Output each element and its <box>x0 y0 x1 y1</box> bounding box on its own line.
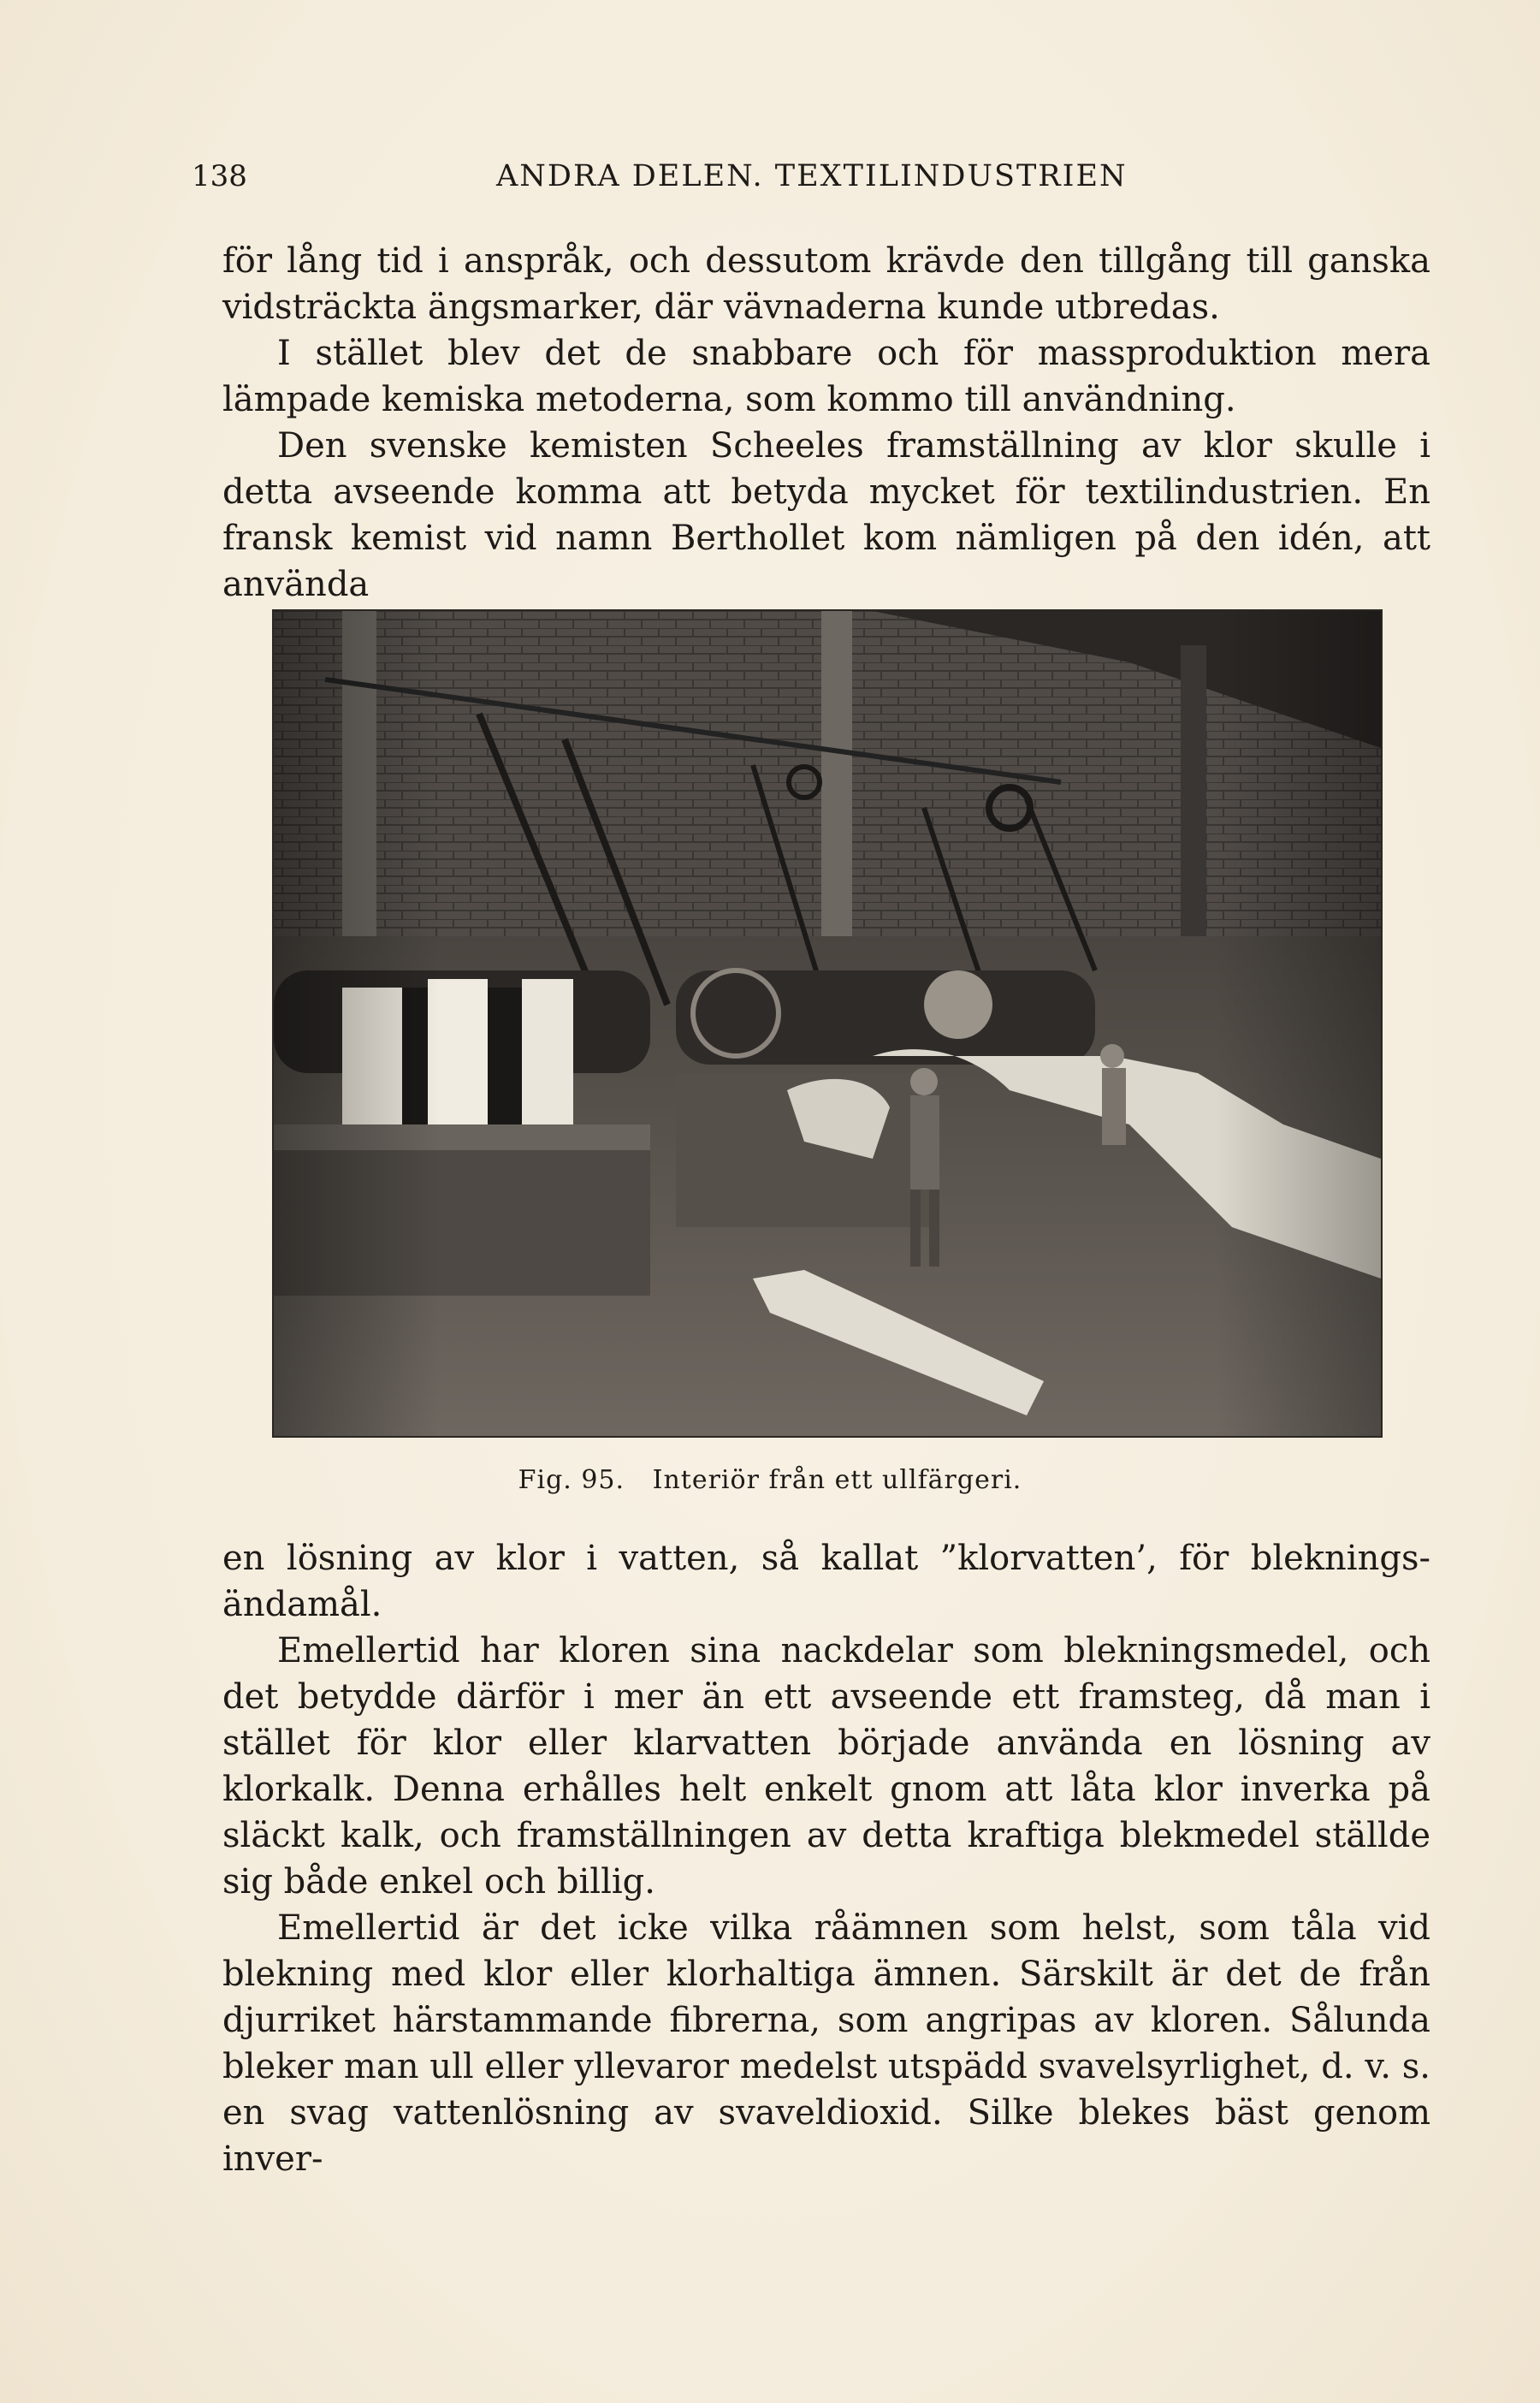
page-header <box>192 159 1424 202</box>
body-text-top <box>222 238 1430 608</box>
page-number: 138 <box>192 159 247 193</box>
paragraph: Emellertid är det icke vilka råämnen som helst, som tåla vid blekning med klor eller klorhaltiga ämnen. Särskilt är det de från djurriket härstammande fibrerna, som angripas av kloren. Sålunda bleker man ull eller yllevaror medelst utspädd svavelsyrlighet, d. v. s. en svag vattenlösning av svaveldioxid. Silke blekes bäst genom inver- <box>222 1908 1430 2179</box>
body-text-bottom <box>222 1535 1430 2182</box>
paragraph: Den svenske kemisten Scheeles framställning av klor skulle i detta avseende komma att betyda mycket för textilindustrien. En fransk kemist vid namn Berthollet kom nämligen på den idén, att använda <box>222 426 1430 604</box>
figure-caption <box>0 1465 1540 1495</box>
paragraph: Emellertid har kloren sina nackdelar som blekningsmedel, och det betydde därför i mer än ett avseende ett framsteg, då man i stället för klor eller klarvatten började använda en lösning av klorkalk. Denna erhålles helt enkelt gnom att låta klor inverka på släckt kalk, och framställningen av detta kraftiga blekmedel ställde sig både enkel och billig. <box>222 1631 1430 1902</box>
dyehouse-photo-illustration <box>274 611 1381 1436</box>
paragraph: en lösning av klor i vatten, så kallat ”klorvatten’, för bleknings-ändamål. <box>222 1539 1430 1624</box>
paragraph: I stället blev det de snabbare och för massproduktion mera lämpade kemiska metoderna, som kommo till användning. <box>222 334 1430 419</box>
figure-caption-text: Interiör från ett ullfärgeri. <box>652 1465 1022 1495</box>
figure-photo <box>272 609 1383 1438</box>
figure-label: Fig. 95. <box>518 1465 625 1495</box>
running-head: ANDRA DELEN. TEXTILINDUSTRIEN <box>496 159 1128 193</box>
paragraph: för lång tid i anspråk, och dessutom krävde den tillgång till ganska vidsträckta ängsmarker, där vävnaderna kunde utbredas. <box>222 241 1430 327</box>
